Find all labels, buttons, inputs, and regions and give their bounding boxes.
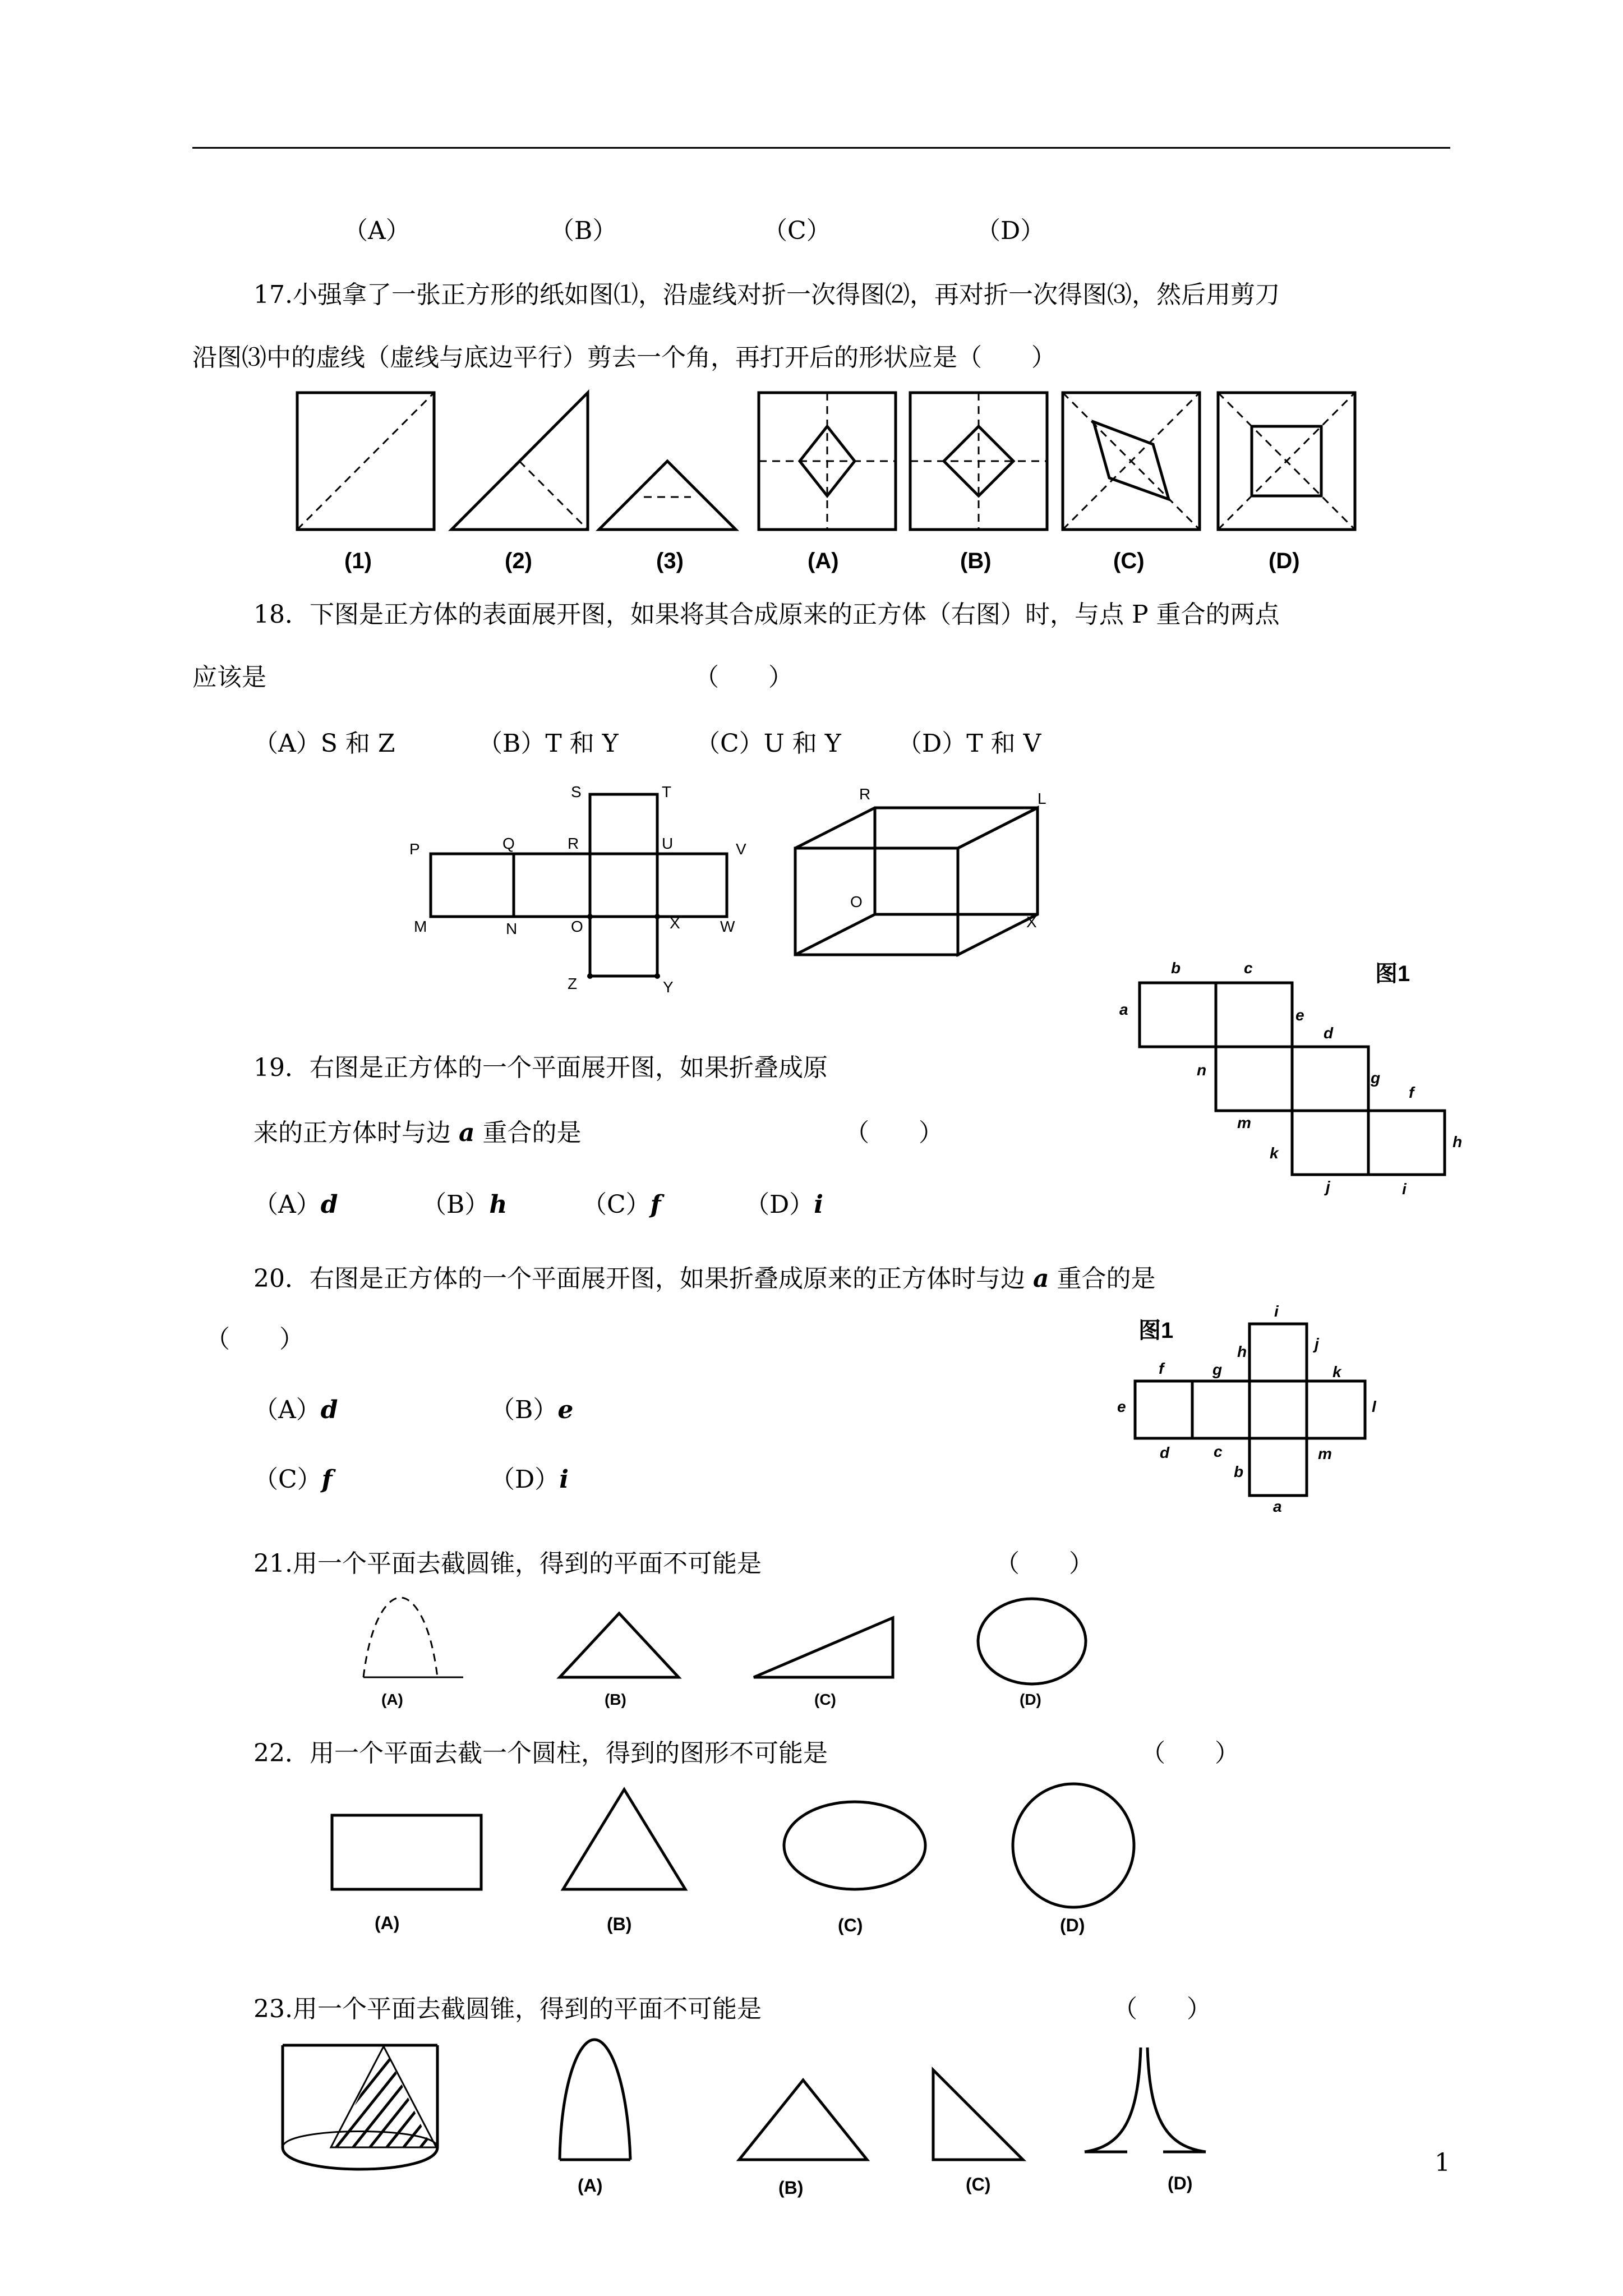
q20-option-b-label: （B） xyxy=(490,1396,558,1424)
q18-line1: 18．下图是正方体的表面展开图，如果将其合成原来的正方体（右图）时，与点 P 重合的两点 xyxy=(253,600,1280,629)
q23-text: 23.用一个平面去截圆锥，得到的平面不可能是 xyxy=(253,1995,762,2023)
q20-line1-post: 重合的是 xyxy=(1049,1264,1156,1293)
q17-label-d: (D) xyxy=(1269,549,1300,573)
q22-label-a: (A) xyxy=(375,1913,400,1933)
q20-option-d-var: i xyxy=(559,1465,569,1494)
q20-edge-l: l xyxy=(1372,1398,1376,1415)
q19-edge-b: b xyxy=(1171,959,1181,977)
q19-edge-c: c xyxy=(1244,959,1253,977)
q20-edge-h: h xyxy=(1237,1343,1247,1360)
q20-edge-a: a xyxy=(1273,1498,1282,1515)
q20-var-a: a xyxy=(1032,1264,1049,1293)
q20-edge-j: j xyxy=(1315,1335,1319,1352)
q22-text: 22．用一个平面去截一个圆柱，得到的图形不可能是 xyxy=(253,1739,828,1768)
net-point-z: Z xyxy=(568,975,578,992)
net-point-r: R xyxy=(568,835,579,852)
net-point-s: S xyxy=(571,783,582,800)
q19-edge-i: i xyxy=(1402,1180,1407,1198)
q19-option-b-label: （B） xyxy=(422,1190,490,1219)
q21-label-a: (A) xyxy=(381,1691,403,1708)
q17-label-c: (C) xyxy=(1113,549,1145,573)
q19-edge-g: g xyxy=(1371,1069,1381,1087)
net-point-q: Q xyxy=(502,835,515,852)
q20-fig-title: 图1 xyxy=(1138,1318,1174,1343)
net-point-x: X xyxy=(670,914,680,932)
q18-option-a: （A）S 和 Z xyxy=(253,729,395,758)
q19-edge-a: a xyxy=(1119,1001,1128,1018)
q20-edge-g: g xyxy=(1212,1361,1223,1378)
net-point-u: U xyxy=(662,835,674,852)
option-a: （A） xyxy=(343,217,411,245)
q22-label-c: (C) xyxy=(838,1915,863,1935)
q18-option-d: （D）T 和 V xyxy=(897,729,1041,758)
q23-paren: （ ） xyxy=(1113,1995,1211,2023)
q20-option-c-label: （C） xyxy=(253,1465,322,1494)
q21-paren: （ ） xyxy=(995,1549,1094,1578)
q20-edge-e: e xyxy=(1117,1398,1126,1415)
q18-paren: （ ） xyxy=(694,663,793,692)
q20-option-a-label: （A） xyxy=(253,1396,321,1424)
net-point-p: P xyxy=(409,840,420,858)
q21-label-d: (D) xyxy=(1020,1691,1041,1708)
q22-paren: （ ） xyxy=(1141,1739,1239,1768)
q17-label-1: (1) xyxy=(344,549,372,573)
net-point-n: N xyxy=(506,920,518,937)
q23-fig-a xyxy=(560,2040,630,2160)
net-point-t: T xyxy=(662,783,672,800)
q19-edge-d: d xyxy=(1324,1024,1334,1042)
q19-edge-k: k xyxy=(1270,1144,1279,1162)
net-point-y: Y xyxy=(663,978,674,996)
page-number: 1 xyxy=(1435,2148,1450,2177)
q19-edge-m: m xyxy=(1237,1114,1251,1131)
q19-edge-j: j xyxy=(1326,1178,1330,1195)
q17-line1: 17.小强拿了一张正方形的纸如图⑴，沿虚线对折一次得图⑵，再对折一次得图⑶，然后用剪刀 xyxy=(253,280,1280,309)
cube-point-r: R xyxy=(859,785,871,803)
q20-option-a-var: d xyxy=(320,1396,338,1424)
q23-fig-b xyxy=(739,2080,867,2160)
q18-option-c: （C）U 和 Y xyxy=(695,729,841,758)
q20-edge-c: c xyxy=(1214,1443,1223,1460)
q19-option-c-var: f xyxy=(650,1190,661,1219)
q20-option-c-var: f xyxy=(321,1465,333,1494)
q18-option-b: （B）T 和 Y xyxy=(478,729,619,758)
q19-option-a-label: （A） xyxy=(253,1190,321,1219)
q21-label-c: (C) xyxy=(814,1691,836,1708)
q19-option-b-var: h xyxy=(489,1190,508,1219)
q20-edge-b: b xyxy=(1234,1463,1244,1480)
q19-option-d-var: i xyxy=(814,1190,823,1219)
net-point-m: M xyxy=(414,918,427,935)
option-c: （C） xyxy=(763,217,831,245)
net-point-o: O xyxy=(571,918,583,935)
q23-fig-c xyxy=(933,2070,1023,2160)
q19-line1: 19．右图是正方体的一个平面展开图，如果折叠成原 xyxy=(253,1053,828,1082)
q19-edge-h: h xyxy=(1453,1133,1463,1151)
option-d: （D） xyxy=(976,217,1045,245)
cube-point-x: X xyxy=(1026,913,1037,931)
q19-edge-f: f xyxy=(1409,1084,1414,1101)
q23-fig-d xyxy=(1085,2047,1206,2152)
q21-label-b: (B) xyxy=(605,1691,626,1708)
q19-line2-pre: 来的正方体时与边 xyxy=(253,1119,459,1147)
q20-line1-pre: 20．右图是正方体的一个平面展开图，如果折叠成原来的正方体时与边 xyxy=(253,1264,1033,1293)
q19-fig-title: 图1 xyxy=(1375,961,1410,986)
q23-label-c: (C) xyxy=(966,2174,991,2194)
q19-edge-n: n xyxy=(1197,1061,1207,1079)
q17-label-3: (3) xyxy=(656,549,684,573)
q22-label-d: (D) xyxy=(1060,1915,1085,1935)
q23-fig-main xyxy=(280,2042,505,2169)
q17-label-b: (B) xyxy=(960,549,992,573)
q19-line2-post: 重合的是 xyxy=(474,1119,582,1147)
q17-label-2: (2) xyxy=(505,549,532,573)
q18-line2: 应该是 xyxy=(192,663,266,692)
q20-option-d-label: （D） xyxy=(490,1465,560,1494)
q23-label-b: (B) xyxy=(778,2178,804,2198)
cube-point-o: O xyxy=(850,893,863,910)
q20-option-b-var: e xyxy=(557,1396,574,1424)
q17-label-a: (A) xyxy=(808,549,839,573)
q17-line2: 沿图⑶中的虚线（虚线与底边平行）剪去一个角，再打开后的形状应是（ ） xyxy=(192,343,1056,372)
net-point-w: W xyxy=(720,918,735,935)
q20-paren: （ ） xyxy=(205,1325,304,1354)
q23-label-a: (A) xyxy=(578,2175,603,2196)
q22-label-b: (B) xyxy=(607,1914,632,1934)
q21-text: 21.用一个平面去截圆锥，得到的平面不可能是 xyxy=(253,1549,762,1578)
q23-label-d: (D) xyxy=(1168,2173,1193,2193)
cube-point-l: L xyxy=(1038,790,1046,807)
q20-edge-d: d xyxy=(1160,1444,1170,1461)
q19-paren: （ ） xyxy=(845,1119,943,1147)
q20-edge-k: k xyxy=(1332,1363,1341,1381)
q19-edge-e: e xyxy=(1295,1006,1304,1024)
option-b: （B） xyxy=(550,217,617,245)
q19-option-a-var: d xyxy=(320,1190,338,1219)
q20-edge-m: m xyxy=(1318,1445,1332,1462)
q20-edge-f: f xyxy=(1159,1360,1164,1377)
q20-edge-i: i xyxy=(1274,1303,1279,1320)
net-point-v: V xyxy=(736,840,746,858)
q19-option-c-label: （C） xyxy=(582,1190,651,1219)
q19-var-a: a xyxy=(459,1119,475,1147)
q19-option-d-label: （D） xyxy=(745,1190,814,1219)
